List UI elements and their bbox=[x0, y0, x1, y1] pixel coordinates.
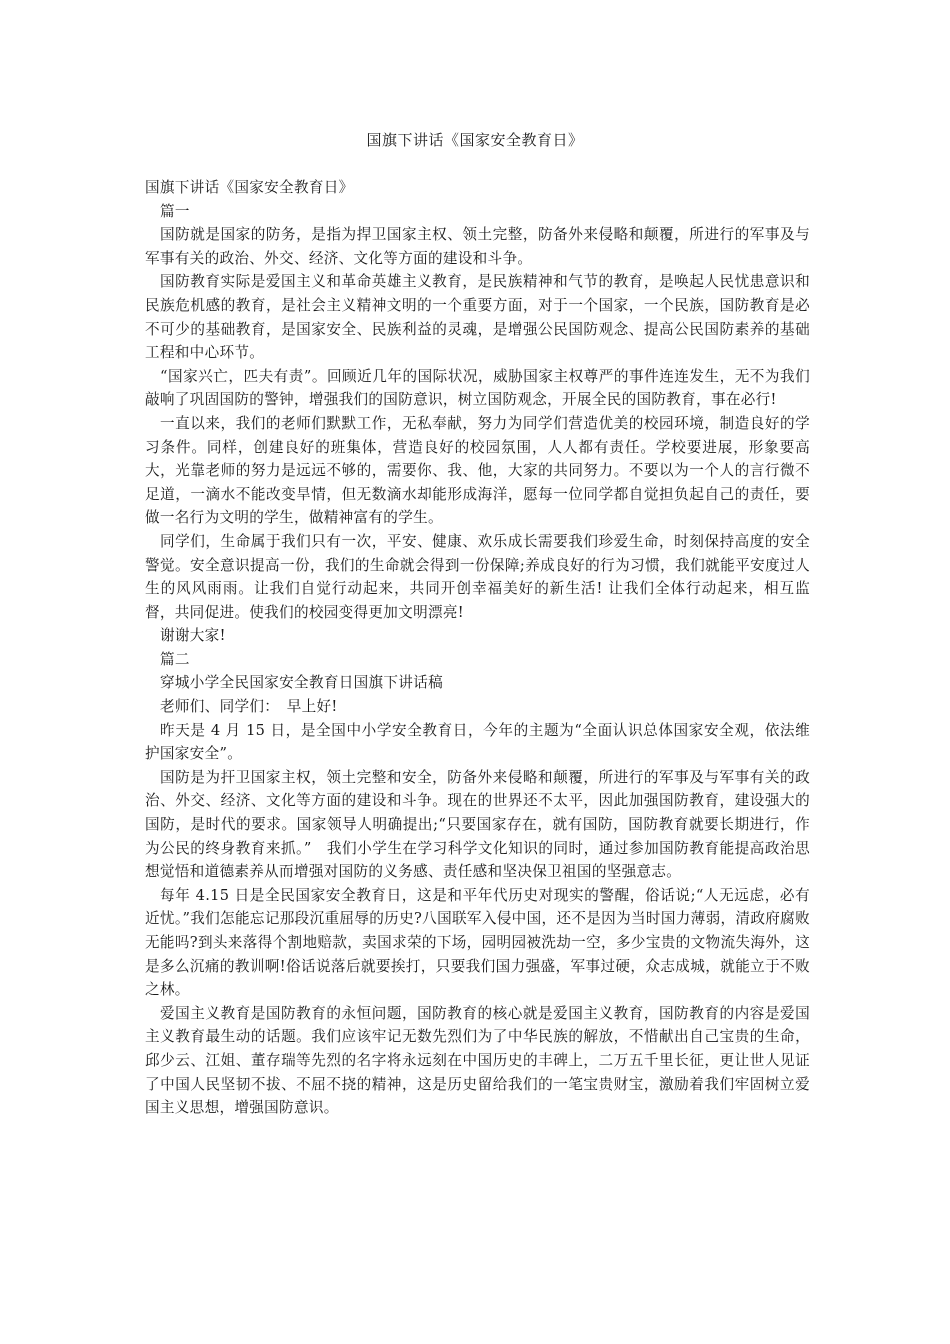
document-title: 国旗下讲话《国家安全教育日》 bbox=[366, 131, 584, 149]
body-paragraph: 国防就是国家的防务，是指为捍卫国家主权、领土完整，防备外来侵略和颠覆，所进行的军事及与军事有关的政治、外交、经济、文化等方面的建设和斗争。 bbox=[145, 226, 810, 267]
body-paragraph: 国防是为扞卫国家主权，领土完整和安全，防备外来侵略和颠覆，所进行的军事及与军事有关的政治、外交、经济、文化等方面的建设和斗争。现在的世界还不太平，因此加强国防教育，建设强大的国防，是时代的要求。国家领导人明确提出;“只要国家存在，就有国防，国防教育就要长期进行，作为公民的终身教育来抓。” 我们小学生在学习科学文化知识的同时，通过参加国防教育能提高政治思想觉悟和道德素养从而增强对国防的义务感、责任感和坚决保卫祖国的坚强意志。 bbox=[145, 768, 810, 881]
document-subtitle: 国旗下讲话《国家安全教育日》 bbox=[145, 179, 354, 196]
section-heading: 篇一 bbox=[160, 202, 190, 220]
body-paragraph: 一直以来，我们的老师们默默工作，无私奉献，努力为同学们营造优美的校园环境，制造良好的学习条件。同样，创建良好的班集体，营造良好的校园氛围，人人都有责任。学校要进展，形象要高大，光靠老师的努力是远远不够的，需要你、我、他，大家的共同努力。不要以为一个人的言行微不足道，一滴水不能改变旱情，但无数滴水却能形成海洋，愿每一位同学都自觉担负起自己的责任，要做一名行为文明的学生，做精神富有的学生。 bbox=[145, 414, 810, 527]
body-paragraph: 每年 4.15 日是全民国家安全教育日，这是和平年代历史对现实的警醒，俗话说;“人无远虑，必有近忧。”我们怎能忘记那段沉重屈辱的历史?八国联军入侵中国，还不是因为当时国力薄弱，清政府腐败无能吗?到头来落得个割地赔款，卖国求荣的下场，园明园被洗劫一空，多少宝贵的文物流失海外，这是多么沉痛的教训啊!俗话说落后就要挨打，只要我们国力强盛，军事过硬，众志成城，就能立于不败之林。 bbox=[145, 886, 810, 999]
section-heading: 篇二 bbox=[160, 650, 190, 668]
body-paragraph: 同学们，生命属于我们只有一次，平安、健康、欢乐成长需要我们珍爱生命，时刻保持高度的安全警觉。安全意识提高一份，我们的生命就会得到一份保障;养成良好的行为习惯，我们就能平安度过人生的风风雨雨。让我们自觉行动起来，共同开创幸福美好的新生活! 让我们全体行动起来，相互监督，共同促进。使我们的校园变得更加文明漂亮! bbox=[145, 532, 810, 621]
document-body bbox=[145, 176, 810, 1120]
greeting-line: 老师们、同学们： 早上好! bbox=[160, 698, 338, 716]
body-paragraph: 爱国主义教育是国防教育的永恒问题，国防教育的核心就是爱国主义教育，国防教育的内容是爱国主义教育最生动的话题。我们应该牢记无数先烈们为了中华民族的解放，不惜献出自己宝贵的生命，邱少云、江姐、董存瑞等先烈的名字将永远刻在中国历史的丰碑上，二万五千里长征，更让世人见证了中国人民坚韧不拔、不屈不挠的精神，这是历史留给我们的一笔宝贵财宝，激励着我们牢固树立爱国主义思想，增强国防意识。 bbox=[145, 1004, 810, 1117]
closing-line: 谢谢大家! bbox=[160, 627, 226, 645]
speech-title: 穿城小学全民国家安全教育日国旗下讲话稿 bbox=[160, 674, 443, 692]
body-paragraph: “国家兴亡，匹夫有责”。回顾近几年的国际状况，威胁国家主权尊严的事件连连发生，无不为我们敲响了巩固国防的警钟，增强我们的国防意识，树立国防观念，开展全民的国防教育，事在必行! bbox=[145, 367, 810, 409]
body-paragraph: 国防教育实际是爱国主义和革命英雄主义教育，是民族精神和气节的教育，是唤起人民忧患意识和民族危机感的教育，是社会主义精神文明的一个重要方面，对于一个国家，一个民族，国防教育是必不可少的基础教育，是国家安全、民族利益的灵魂，是增强公民国防观念、提高公民国防素养的基础工程和中心环节。 bbox=[145, 273, 810, 362]
body-paragraph: 昨天是 4 月 15 日，是全国中小学安全教育日，今年的主题为“全面认识总体国家安全观，依法维护国家安全”。 bbox=[145, 721, 810, 763]
